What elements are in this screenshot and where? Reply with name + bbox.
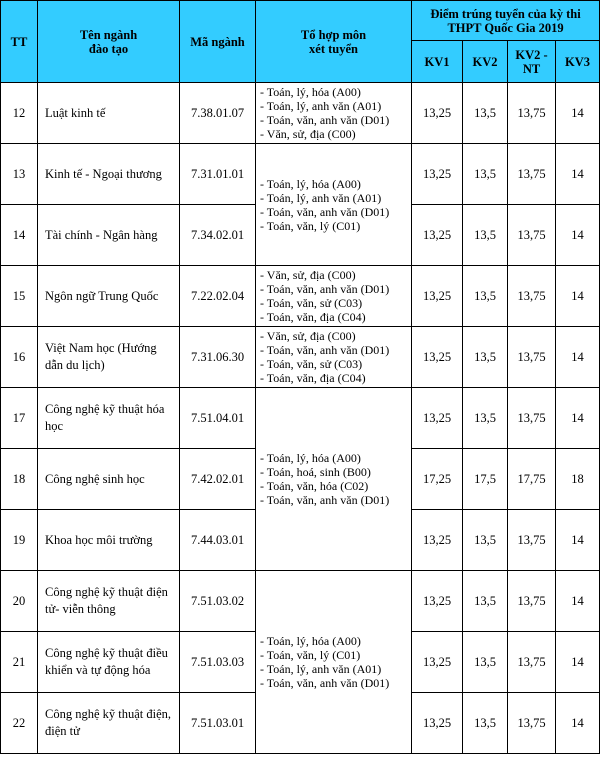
combination-cell: - Toán, lý, hóa (A00) - Toán, hoá, sinh (B00) - Toán, văn, hóa (C02) - Toán, văn, anh văn (D01) <box>256 388 412 571</box>
row-major-code: 7.42.02.01 <box>180 449 256 510</box>
score-kv2: 13,5 <box>463 632 508 693</box>
score-kv2-nt: 13,75 <box>508 388 556 449</box>
table-row <box>1 571 600 632</box>
score-kv1: 13,25 <box>412 693 463 754</box>
score-kv3: 14 <box>556 388 600 449</box>
header-kv2-nt: KV2 - NT <box>508 41 556 83</box>
score-kv3: 14 <box>556 266 600 327</box>
header-score-group: Điểm trúng tuyển của kỳ thi THPT Quốc Gia 2019 <box>412 1 600 41</box>
score-kv2: 13,5 <box>463 266 508 327</box>
score-kv2: 13,5 <box>463 205 508 266</box>
row-major-name: Luật kinh tế <box>38 83 180 144</box>
table-row <box>1 327 600 388</box>
score-kv3: 14 <box>556 571 600 632</box>
table-row <box>1 83 600 144</box>
row-major-name: Công nghệ kỹ thuật điện, điện tử <box>38 693 180 754</box>
score-kv2-nt: 13,75 <box>508 327 556 388</box>
row-major-code: 7.51.03.01 <box>180 693 256 754</box>
header-tt: TT <box>1 1 38 83</box>
row-major-code: 7.38.01.07 <box>180 83 256 144</box>
score-kv1: 17,25 <box>412 449 463 510</box>
row-major-name: Công nghệ sinh học <box>38 449 180 510</box>
row-major-name: Khoa học môi trường <box>38 510 180 571</box>
header-major-code: Mã ngành <box>180 1 256 83</box>
row-major-code: 7.51.03.03 <box>180 632 256 693</box>
score-kv3: 14 <box>556 83 600 144</box>
score-kv2-nt: 13,75 <box>508 510 556 571</box>
combination-cell: - Văn, sử, địa (C00) - Toán, văn, anh văn (D01) - Toán, văn, sử (C03) - Toán, văn, địa (C04) <box>256 266 412 327</box>
combination-cell: - Toán, lý, hóa (A00) - Toán, văn, lý (C01) - Toán, lý, anh văn (A01) - Toán, văn, anh văn (D01) <box>256 571 412 754</box>
score-kv3: 14 <box>556 693 600 754</box>
score-kv2: 13,5 <box>463 144 508 205</box>
row-major-code: 7.31.01.01 <box>180 144 256 205</box>
table-row <box>1 388 600 449</box>
row-major-code: 7.51.04.01 <box>180 388 256 449</box>
header-combination: Tổ hợp môn xét tuyển <box>256 1 412 83</box>
score-kv1: 13,25 <box>412 83 463 144</box>
score-kv3: 14 <box>556 510 600 571</box>
score-kv1: 13,25 <box>412 571 463 632</box>
score-kv1: 13,25 <box>412 266 463 327</box>
score-kv2: 13,5 <box>463 510 508 571</box>
score-kv2: 13,5 <box>463 571 508 632</box>
score-kv1: 13,25 <box>412 388 463 449</box>
row-tt: 22 <box>1 693 38 754</box>
row-tt: 17 <box>1 388 38 449</box>
row-tt: 20 <box>1 571 38 632</box>
combination-cell: - Toán, lý, hóa (A00) - Toán, lý, anh văn (A01) - Toán, văn, anh văn (D01) - Toán, văn, lý (C01) <box>256 144 412 266</box>
row-major-name: Kinh tế - Ngoại thương <box>38 144 180 205</box>
row-major-code: 7.31.06.30 <box>180 327 256 388</box>
row-tt: 21 <box>1 632 38 693</box>
row-major-code: 7.51.03.02 <box>180 571 256 632</box>
row-major-code: 7.34.02.01 <box>180 205 256 266</box>
header-kv3: KV3 <box>556 41 600 83</box>
row-tt: 14 <box>1 205 38 266</box>
score-kv2-nt: 13,75 <box>508 144 556 205</box>
row-tt: 15 <box>1 266 38 327</box>
score-kv2-nt: 13,75 <box>508 571 556 632</box>
row-major-name: Công nghệ kỹ thuật hóa học <box>38 388 180 449</box>
row-tt: 18 <box>1 449 38 510</box>
row-major-name: Việt Nam học (Hướng dẫn du lịch) <box>38 327 180 388</box>
score-kv2-nt: 13,75 <box>508 693 556 754</box>
score-kv2-nt: 13,75 <box>508 205 556 266</box>
score-kv2-nt: 13,75 <box>508 83 556 144</box>
score-kv1: 13,25 <box>412 632 463 693</box>
score-kv1: 13,25 <box>412 327 463 388</box>
row-major-name: Công nghệ kỹ thuật điều khiển và tự động hóa <box>38 632 180 693</box>
score-kv1: 13,25 <box>412 144 463 205</box>
header-major-name: Tên ngành đào tạo <box>38 1 180 83</box>
score-kv3: 14 <box>556 144 600 205</box>
row-major-name: Ngôn ngữ Trung Quốc <box>38 266 180 327</box>
row-tt: 12 <box>1 83 38 144</box>
row-major-name: Tài chính - Ngân hàng <box>38 205 180 266</box>
table-row <box>1 144 600 205</box>
score-kv3: 14 <box>556 205 600 266</box>
score-kv2-nt: 17,75 <box>508 449 556 510</box>
score-kv2-nt: 13,75 <box>508 266 556 327</box>
score-kv2: 13,5 <box>463 693 508 754</box>
combination-cell: - Toán, lý, hóa (A00) - Toán, lý, anh văn (A01) - Toán, văn, anh văn (D01) - Văn, sử, địa (C00) <box>256 83 412 144</box>
score-kv2: 13,5 <box>463 83 508 144</box>
row-tt: 13 <box>1 144 38 205</box>
score-kv3: 14 <box>556 632 600 693</box>
score-kv2: 13,5 <box>463 388 508 449</box>
score-kv3: 14 <box>556 327 600 388</box>
row-tt: 19 <box>1 510 38 571</box>
row-tt: 16 <box>1 327 38 388</box>
row-major-code: 7.22.02.04 <box>180 266 256 327</box>
score-kv1: 13,25 <box>412 205 463 266</box>
row-major-code: 7.44.03.01 <box>180 510 256 571</box>
combination-cell: - Văn, sử, địa (C00) - Toán, văn, anh văn (D01) - Toán, văn, sử (C03) - Toán, văn, địa (C04) <box>256 327 412 388</box>
score-kv2: 13,5 <box>463 327 508 388</box>
score-kv3: 18 <box>556 449 600 510</box>
header-kv1: KV1 <box>412 41 463 83</box>
header-kv2: KV2 <box>463 41 508 83</box>
score-kv2: 17,5 <box>463 449 508 510</box>
score-kv1: 13,25 <box>412 510 463 571</box>
row-major-name: Công nghệ kỹ thuật điện tử- viễn thông <box>38 571 180 632</box>
score-kv2-nt: 13,75 <box>508 632 556 693</box>
table-row <box>1 266 600 327</box>
